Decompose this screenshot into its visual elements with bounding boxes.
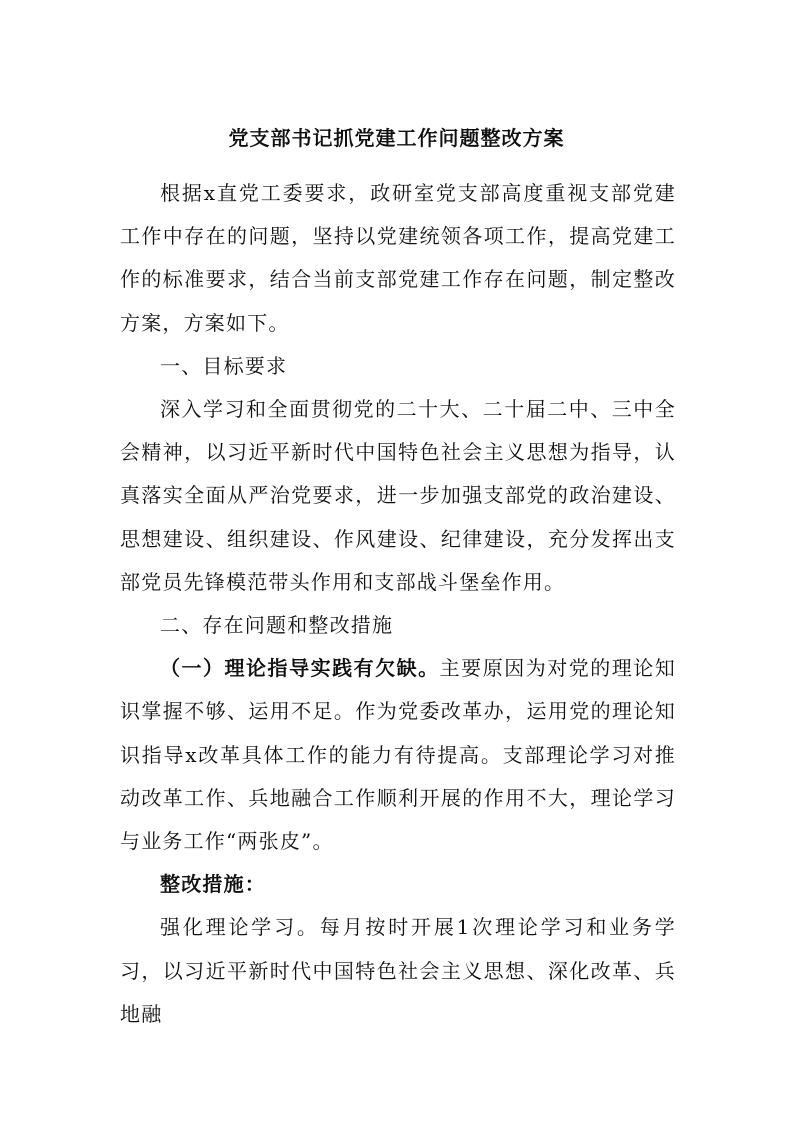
problem-1-lead: （一）理论指导实践有欠缺。 [160, 656, 440, 681]
measures-label: 整改措施： [160, 872, 266, 897]
section-heading-goals: 一、目标要求 [160, 353, 288, 378]
intro-paragraph: 根据x直党工委要求，政研室党支部高度重视支部党建工作中存在的问题，坚持以党建统领各项工作，提高党建工作的标准要求，结合当前支部党建工作存在问题，制定整改方案，方案如下。 [120, 181, 676, 335]
section-heading-problems: 二、存在问题和整改措施 [160, 613, 394, 638]
measures-paragraph: 强化理论学习。每月按时开展1次理论学习和业务学习，以习近平新时代中国特色社会主义思想、深化改革、兵地融 [120, 915, 676, 1026]
document-title: 党支部书记抓党建工作问题整改方案 [228, 126, 565, 150]
document-body [120, 172, 676, 1036]
problem-1-text: 主要原因为对党的理论知识掌握不够、运用不足。作为党委改革办，运用党的理论知识指导x改革具体工作的能力有待提高。支部理论学习对推动改革工作、兵地融合工作顺利开展的作用不大，理论学习与业务工作“两张皮”。 [120, 656, 676, 854]
problem-1-paragraph [120, 647, 676, 863]
goals-paragraph: 深入学习和全面贯彻党的二十大、二十届二中、三中全会精神，以习近平新时代中国特色社会主义思想为指导，认真落实全面从严治党要求，进一步加强支部党的政治建设、思想建设、组织建设、作风建设、纪律建设，充分发挥出支部党员先锋模范带头作用和支部战斗堡垒作用。 [120, 397, 676, 594]
